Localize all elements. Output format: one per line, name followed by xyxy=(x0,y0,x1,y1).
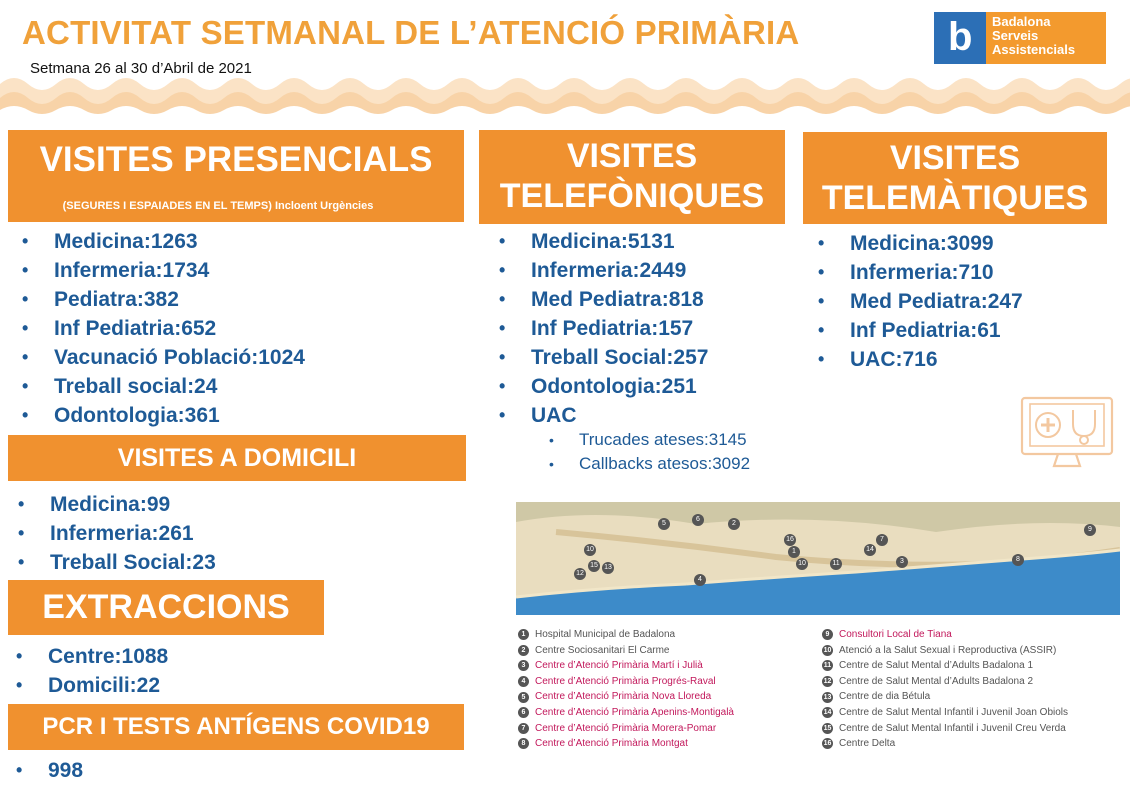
domicili-heading: VISITES A DOMICILI xyxy=(117,444,357,472)
legend-number: 10 xyxy=(823,646,832,654)
legend-label: Centre d’Atenció Primària Nova Lloreda xyxy=(535,691,712,703)
legend-item xyxy=(822,705,1068,721)
legend-item xyxy=(518,674,734,690)
map-marker[interactable]: 10 xyxy=(796,558,808,570)
telefoniques-heading-line1: VISITES xyxy=(566,137,698,175)
legend-number: 3 xyxy=(518,660,529,671)
logo-line: Badalona xyxy=(992,14,1051,29)
legend-number: 9 xyxy=(822,629,833,640)
list-item: • Callbacks atesos:3092 xyxy=(549,452,750,476)
map-marker[interactable]: 12 xyxy=(574,568,586,580)
legend-item xyxy=(822,658,1068,674)
legend-number: 13 xyxy=(823,693,832,701)
legend-item xyxy=(822,674,1068,690)
legend-number: 7 xyxy=(518,723,529,734)
list-item: • Domicili:22 xyxy=(16,671,168,700)
map-marker[interactable]: 5 xyxy=(658,518,670,530)
domicili-list xyxy=(18,490,216,577)
legend-label: Centre Delta xyxy=(839,738,896,750)
list-item: • Treball Social:23 xyxy=(18,548,216,577)
list-item: • Vacunació Població:1024 xyxy=(22,343,305,372)
legend-label: Atenció a la Salut Sexual i Reproductiva (ASSIR) xyxy=(839,644,1057,656)
legend-label: Centre d’Atenció Primària Montgat xyxy=(535,738,688,750)
presencials-list xyxy=(22,227,305,430)
list-item: • Infermeria:1734 xyxy=(22,256,305,285)
legend-label: Centre d’Atenció Primària Progrés-Raval xyxy=(535,675,716,687)
legend-number: 11 xyxy=(823,662,832,670)
legend-label: Centre de Salut Mental d’Adults Badalona 1 xyxy=(839,660,1034,672)
pcr-header-box xyxy=(8,704,464,750)
pcr-list xyxy=(16,756,83,785)
legend-item xyxy=(518,658,734,674)
legend-number: 5 xyxy=(518,692,529,703)
list-item: • Infermeria:710 xyxy=(818,258,1023,287)
list-item: • UAC xyxy=(499,401,708,430)
logo-line: Serveis xyxy=(992,28,1039,43)
map-marker[interactable]: 3 xyxy=(896,556,908,568)
legend-label: Centre de Salut Mental Infantil i Juvenil Joan Obiols xyxy=(839,706,1069,718)
map-marker[interactable]: 11 xyxy=(830,558,842,570)
presencials-header-box xyxy=(8,130,464,222)
list-item: • Pediatra:382 xyxy=(22,285,305,314)
list-item: • Inf Pediatria:61 xyxy=(818,316,1023,345)
list-item: • Medicina:99 xyxy=(18,490,216,519)
map-marker[interactable]: 9 xyxy=(1084,524,1096,536)
legend-label: Centre d’Atenció Primària Apenins-Montigalà xyxy=(535,706,734,718)
list-item: • Trucades ateses:3145 xyxy=(549,428,750,452)
presencials-heading: VISITES PRESENCIALS xyxy=(39,140,433,179)
list-item: • Treball social:24 xyxy=(22,372,305,401)
legend-number: 6 xyxy=(518,707,529,718)
legend-item xyxy=(518,721,734,737)
list-item: • Odontologia:361 xyxy=(22,401,305,430)
legend-label: Centre de Salut Mental Infantil i Juvenil Creu Verda xyxy=(839,722,1066,734)
map-marker[interactable]: 16 xyxy=(784,534,796,546)
telemedicine-monitor-icon xyxy=(1018,396,1116,472)
legend-item xyxy=(518,736,734,752)
legend-label: Centre de dia Bétula xyxy=(839,691,931,703)
legend-label: Consultori Local de Tiana xyxy=(839,629,952,640)
list-item: • 998 xyxy=(16,756,83,785)
legend-number: 1 xyxy=(518,629,529,640)
list-item: • Inf Pediatria:652 xyxy=(22,314,305,343)
map-legend-left xyxy=(518,627,734,752)
legend-item xyxy=(822,689,1068,705)
map-marker[interactable]: 4 xyxy=(694,574,706,586)
map-marker[interactable]: 6 xyxy=(692,514,704,526)
uac-sublist xyxy=(549,428,750,476)
legend-number: 8 xyxy=(518,738,529,749)
map-legend-right xyxy=(822,627,1068,752)
telematiques-heading-line2: TELEMÀTIQUES xyxy=(821,179,1089,217)
list-item: • Infermeria:261 xyxy=(18,519,216,548)
logo-square xyxy=(934,12,986,64)
legend-label: Centre d’Atenció Primària Morera-Pomar xyxy=(535,722,717,734)
extraccions-heading: EXTRACCIONS xyxy=(42,588,290,626)
telematiques-list xyxy=(818,229,1023,374)
legend-number: 14 xyxy=(823,709,832,717)
page-title: ACTIVITAT SETMANAL DE L’ATENCIÓ PRIMÀRIA xyxy=(22,14,800,51)
legend-item xyxy=(518,627,734,643)
legend-item xyxy=(822,736,1068,752)
telefoniques-header-box xyxy=(479,130,785,224)
legend-number: 15 xyxy=(823,724,832,732)
telefoniques-list xyxy=(499,227,708,430)
list-item: • UAC:716 xyxy=(818,345,1023,374)
telefoniques-heading-line2: TELEFÒNIQUES xyxy=(499,177,765,215)
map-marker[interactable]: 2 xyxy=(728,518,740,530)
logo-letter: b xyxy=(948,15,973,59)
legend-item xyxy=(518,705,734,721)
badalona-logo xyxy=(934,12,1106,64)
legend-number: 2 xyxy=(518,645,529,656)
legend-item xyxy=(822,721,1068,737)
telematiques-header-box xyxy=(803,132,1107,224)
list-item: • Infermeria:2449 xyxy=(499,256,708,285)
map-marker[interactable]: 14 xyxy=(864,544,876,556)
week-subtitle: Setmana 26 al 30 d’Abril de 2021 xyxy=(30,60,252,77)
list-item: • Treball Social:257 xyxy=(499,343,708,372)
map-marker[interactable]: 8 xyxy=(1012,554,1024,566)
legend-label: Centre Sociosanitari El Carme xyxy=(535,644,670,656)
legend-item xyxy=(518,689,734,705)
map-marker[interactable]: 15 xyxy=(588,560,600,572)
pcr-heading: PCR I TESTS ANTÍGENS COVID19 xyxy=(42,713,430,740)
logo-line: Assistencials xyxy=(992,42,1076,57)
list-item: • Odontologia:251 xyxy=(499,372,708,401)
logo-text xyxy=(992,15,1075,57)
legend-number: 4 xyxy=(518,676,529,687)
list-item: • Med Pediatra:247 xyxy=(818,287,1023,316)
list-item: • Inf Pediatria:157 xyxy=(499,314,708,343)
legend-item xyxy=(822,643,1068,659)
list-item: • Medicina:3099 xyxy=(818,229,1023,258)
legend-number: 12 xyxy=(823,678,832,686)
extraccions-list xyxy=(16,642,168,700)
map-marker[interactable]: 7 xyxy=(876,534,888,546)
legend-label: Hospital Municipal de Badalona xyxy=(535,629,676,640)
decorative-wave xyxy=(0,72,1130,118)
list-item: • Med Pediatra:818 xyxy=(499,285,708,314)
legend-number: 16 xyxy=(823,740,832,748)
extraccions-header-box xyxy=(8,580,324,635)
list-item: • Medicina:5131 xyxy=(499,227,708,256)
list-item: • Centre:1088 xyxy=(16,642,168,671)
map-marker[interactable]: 13 xyxy=(602,562,614,574)
legend-label: Centre d’Atenció Primària Martí i Julià xyxy=(535,660,703,672)
legend-label: Centre de Salut Mental d’Adults Badalona 2 xyxy=(839,675,1034,687)
list-item: • Medicina:1263 xyxy=(22,227,305,256)
legend-item xyxy=(822,627,1068,643)
map-illustration xyxy=(516,502,1120,615)
map-marker[interactable]: 1 xyxy=(788,546,800,558)
domicili-header-box xyxy=(8,435,466,481)
presencials-note: (SEGURES I ESPAIADES EN EL TEMPS) Incloent Urgències xyxy=(62,200,374,212)
map-marker[interactable]: 10 xyxy=(584,544,596,556)
legend-item xyxy=(518,643,734,659)
badalona-map xyxy=(516,502,1120,615)
telematiques-heading-line1: VISITES xyxy=(889,139,1021,177)
